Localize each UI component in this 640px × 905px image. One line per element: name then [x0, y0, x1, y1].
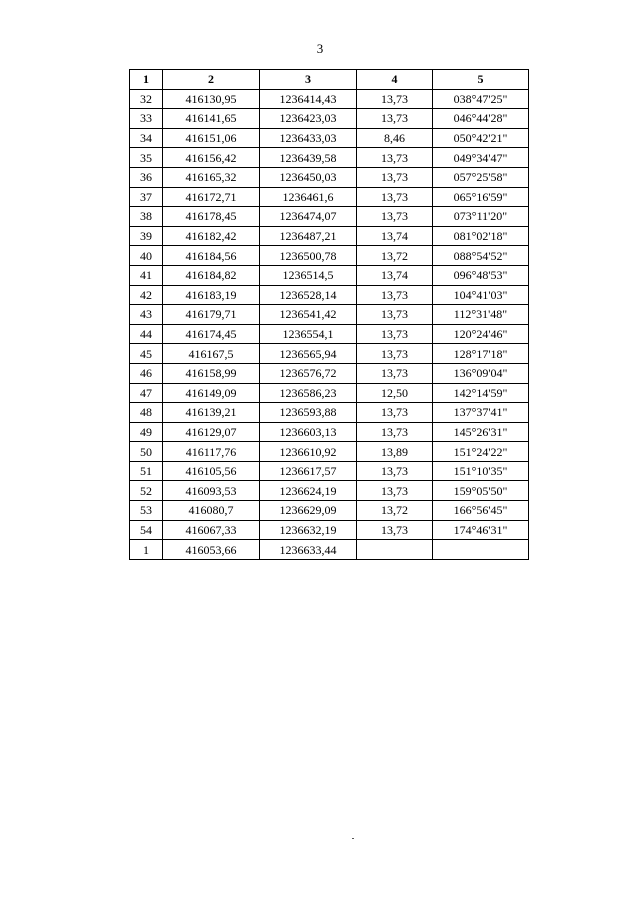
bearing-cell: 065°16'59": [433, 187, 529, 207]
table-row: [130, 344, 529, 364]
table-row: [130, 89, 529, 109]
x-coordinate-cell: 416105,56: [163, 461, 260, 481]
bearing-cell: 081°02'18": [433, 226, 529, 246]
distance-cell: 13,73: [357, 324, 433, 344]
table-row: [130, 285, 529, 305]
table-row: [130, 187, 529, 207]
table-row: [130, 167, 529, 187]
point-number-cell: 36: [130, 167, 163, 187]
point-number-cell: 44: [130, 324, 163, 344]
bearing-cell: 050°42'21": [433, 128, 529, 148]
table-row: [130, 324, 529, 344]
x-coordinate-cell: 416156,42: [163, 148, 260, 168]
x-coordinate-cell: 416129,07: [163, 422, 260, 442]
point-number-cell: 53: [130, 501, 163, 521]
y-coordinate-cell: 1236629,09: [260, 501, 357, 521]
x-coordinate-cell: 416080,7: [163, 501, 260, 521]
table-row: [130, 461, 529, 481]
point-number-cell: 47: [130, 383, 163, 403]
bearing-cell: 145°26'31": [433, 422, 529, 442]
y-coordinate-cell: 1236528,14: [260, 285, 357, 305]
y-coordinate-cell: 1236586,23: [260, 383, 357, 403]
y-coordinate-cell: 1236541,42: [260, 305, 357, 325]
table-row: [130, 246, 529, 266]
y-coordinate-cell: 1236593,88: [260, 403, 357, 423]
bearing-cell: 112°31'48": [433, 305, 529, 325]
point-number-cell: 43: [130, 305, 163, 325]
coordinates-table: [129, 69, 529, 560]
point-number-cell: 32: [130, 89, 163, 109]
column-header-x-coordinate: 2: [163, 70, 260, 90]
x-coordinate-cell: 416130,95: [163, 89, 260, 109]
x-coordinate-cell: 416167,5: [163, 344, 260, 364]
stray-mark: [352, 838, 354, 839]
x-coordinate-cell: 416183,19: [163, 285, 260, 305]
distance-cell: 13,72: [357, 501, 433, 521]
x-coordinate-cell: 416174,45: [163, 324, 260, 344]
x-coordinate-cell: 416141,65: [163, 109, 260, 129]
bearing-cell: 136°09'04": [433, 363, 529, 383]
point-number-cell: 52: [130, 481, 163, 501]
table-row: [130, 128, 529, 148]
point-number-cell: 41: [130, 265, 163, 285]
point-number-cell: 38: [130, 207, 163, 227]
point-number-cell: 45: [130, 344, 163, 364]
point-number-cell: 46: [130, 363, 163, 383]
distance-cell: 13,73: [357, 187, 433, 207]
bearing-cell: 128°17'18": [433, 344, 529, 364]
bearing-cell: 151°10'35": [433, 461, 529, 481]
point-number-cell: 37: [130, 187, 163, 207]
point-number-cell: 1: [130, 540, 163, 560]
point-number-cell: 48: [130, 403, 163, 423]
distance-cell: 13,73: [357, 89, 433, 109]
y-coordinate-cell: 1236439,58: [260, 148, 357, 168]
point-number-cell: 39: [130, 226, 163, 246]
table-row: [130, 442, 529, 462]
distance-cell: 13,73: [357, 363, 433, 383]
bearing-cell: 038°47'25": [433, 89, 529, 109]
x-coordinate-cell: 416165,32: [163, 167, 260, 187]
column-header-y-coordinate: 3: [260, 70, 357, 90]
bearing-cell: 104°41'03": [433, 285, 529, 305]
distance-cell: 13,73: [357, 285, 433, 305]
bearing-cell: 096°48'53": [433, 265, 529, 285]
point-number-cell: 33: [130, 109, 163, 129]
x-coordinate-cell: 416151,06: [163, 128, 260, 148]
distance-cell: 13,73: [357, 344, 433, 364]
bearing-cell: 120°24'46": [433, 324, 529, 344]
y-coordinate-cell: 1236610,92: [260, 442, 357, 462]
bearing-cell: 142°14'59": [433, 383, 529, 403]
distance-cell: 13,72: [357, 246, 433, 266]
y-coordinate-cell: 1236633,44: [260, 540, 357, 560]
bearing-cell: 174°46'31": [433, 520, 529, 540]
distance-cell: 13,73: [357, 461, 433, 481]
distance-cell: 13,73: [357, 520, 433, 540]
column-header-point-number: 1: [130, 70, 163, 90]
y-coordinate-cell: 1236632,19: [260, 520, 357, 540]
x-coordinate-cell: 416184,56: [163, 246, 260, 266]
table-row: [130, 540, 529, 560]
y-coordinate-cell: 1236603,13: [260, 422, 357, 442]
bearing-cell: 159°05'50": [433, 481, 529, 501]
y-coordinate-cell: 1236624,19: [260, 481, 357, 501]
x-coordinate-cell: 416117,76: [163, 442, 260, 462]
bearing-cell: 057°25'58": [433, 167, 529, 187]
distance-cell: 13,73: [357, 207, 433, 227]
table-row: [130, 363, 529, 383]
distance-cell: 13,73: [357, 403, 433, 423]
point-number-cell: 49: [130, 422, 163, 442]
y-coordinate-cell: 1236474,07: [260, 207, 357, 227]
distance-cell: 13,73: [357, 148, 433, 168]
x-coordinate-cell: 416139,21: [163, 403, 260, 423]
x-coordinate-cell: 416158,99: [163, 363, 260, 383]
distance-cell: 13,73: [357, 481, 433, 501]
x-coordinate-cell: 416179,71: [163, 305, 260, 325]
point-number-cell: 34: [130, 128, 163, 148]
y-coordinate-cell: 1236461,6: [260, 187, 357, 207]
table-row: [130, 520, 529, 540]
distance-cell: [357, 540, 433, 560]
bearing-cell: [433, 540, 529, 560]
table-row: [130, 148, 529, 168]
y-coordinate-cell: 1236423,03: [260, 109, 357, 129]
table-row: [130, 226, 529, 246]
table-row: [130, 422, 529, 442]
column-header-distance: 4: [357, 70, 433, 90]
y-coordinate-cell: 1236450,03: [260, 167, 357, 187]
table-row: [130, 305, 529, 325]
x-coordinate-cell: 416172,71: [163, 187, 260, 207]
page-number: 3: [316, 41, 324, 56]
y-coordinate-cell: 1236414,43: [260, 89, 357, 109]
y-coordinate-cell: 1236500,78: [260, 246, 357, 266]
table-row: [130, 481, 529, 501]
table-row: [130, 403, 529, 423]
column-header-bearing: 5: [433, 70, 529, 90]
table-row: [130, 383, 529, 403]
table-row: [130, 109, 529, 129]
x-coordinate-cell: 416178,45: [163, 207, 260, 227]
table-header-row: [130, 70, 529, 90]
distance-cell: 8,46: [357, 128, 433, 148]
y-coordinate-cell: 1236565,94: [260, 344, 357, 364]
distance-cell: 13,74: [357, 265, 433, 285]
point-number-cell: 42: [130, 285, 163, 305]
distance-cell: 13,74: [357, 226, 433, 246]
distance-cell: 13,73: [357, 305, 433, 325]
distance-cell: 12,50: [357, 383, 433, 403]
table-row: [130, 265, 529, 285]
point-number-cell: 40: [130, 246, 163, 266]
x-coordinate-cell: 416184,82: [163, 265, 260, 285]
y-coordinate-cell: 1236576,72: [260, 363, 357, 383]
bearing-cell: 151°24'22": [433, 442, 529, 462]
x-coordinate-cell: 416182,42: [163, 226, 260, 246]
bearing-cell: 046°44'28": [433, 109, 529, 129]
distance-cell: 13,89: [357, 442, 433, 462]
point-number-cell: 50: [130, 442, 163, 462]
y-coordinate-cell: 1236514,5: [260, 265, 357, 285]
point-number-cell: 35: [130, 148, 163, 168]
y-coordinate-cell: 1236433,03: [260, 128, 357, 148]
bearing-cell: 166°56'45": [433, 501, 529, 521]
distance-cell: 13,73: [357, 422, 433, 442]
bearing-cell: 073°11'20": [433, 207, 529, 227]
y-coordinate-cell: 1236617,57: [260, 461, 357, 481]
distance-cell: 13,73: [357, 109, 433, 129]
y-coordinate-cell: 1236554,1: [260, 324, 357, 344]
x-coordinate-cell: 416093,53: [163, 481, 260, 501]
y-coordinate-cell: 1236487,21: [260, 226, 357, 246]
bearing-cell: 088°54'52": [433, 246, 529, 266]
point-number-cell: 51: [130, 461, 163, 481]
table-row: [130, 207, 529, 227]
distance-cell: 13,73: [357, 167, 433, 187]
x-coordinate-cell: 416149,09: [163, 383, 260, 403]
point-number-cell: 54: [130, 520, 163, 540]
table-body: [130, 89, 529, 559]
bearing-cell: 137°37'41": [433, 403, 529, 423]
x-coordinate-cell: 416067,33: [163, 520, 260, 540]
table-row: [130, 501, 529, 521]
x-coordinate-cell: 416053,66: [163, 540, 260, 560]
bearing-cell: 049°34'47": [433, 148, 529, 168]
